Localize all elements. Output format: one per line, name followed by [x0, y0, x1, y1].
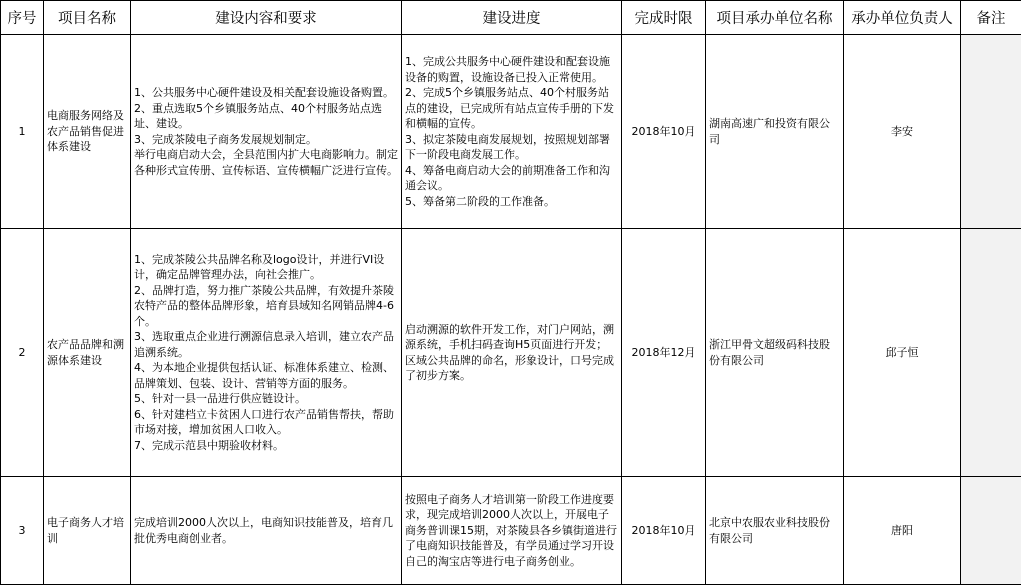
progress-line: 5、筹备第二阶段的工作准备。 [405, 194, 555, 208]
content-line: 举行电商启动大会，全县范围内扩大电商影响力。制定各种形式宣传册、宣传标语、宣传横幅广泛进行宣传。 [134, 148, 398, 177]
progress-line: 3、拟定茶陵电商发展规划，按照规划部署下一阶段电商发展工作。 [405, 132, 610, 161]
row-progress [402, 477, 622, 585]
row-seq: 3 [1, 477, 44, 585]
row-name: 农产品品牌和溯源体系建设 [44, 229, 131, 477]
row-content [131, 477, 402, 585]
table-row [1, 477, 1021, 585]
header-content: 建设内容和要求 [131, 1, 402, 35]
header-progress: 建设进度 [402, 1, 622, 35]
row-leader: 邱子恒 [844, 229, 961, 477]
row-deadline: 2018年10月 [622, 477, 706, 585]
content-line: 5、针对一县一品进行供应链设计。 [134, 392, 306, 406]
row-leader: 李安 [844, 35, 961, 229]
content-line: 3、选取重点企业进行溯源信息录入培训，建立农产品追溯系统。 [134, 330, 394, 359]
row-seq: 1 [1, 35, 44, 229]
row-unit: 浙江甲骨文超级码科技股份有限公司 [706, 229, 844, 477]
row-unit: 北京中农服农业科技股份有限公司 [706, 477, 844, 585]
progress-line: 4、筹备电商启动大会的前期准备工作和沟通会议。 [405, 163, 610, 192]
row-name: 电子商务人才培训 [44, 477, 131, 585]
row-leader: 唐阳 [844, 477, 961, 585]
row-seq: 2 [1, 229, 44, 477]
row-progress [402, 35, 622, 229]
content-line: 4、为本地企业提供包括认证、标准体系建立、检测、品牌策划、包装、设计、营销等方面的服务。 [134, 361, 394, 390]
header-row [1, 1, 1021, 35]
content-line: 2、重点选取5个乡镇服务站点、40个村服务站点选址、建设。 [134, 101, 382, 130]
header-leader: 承办单位负责人 [844, 1, 961, 35]
row-remark [961, 35, 1021, 229]
content-line: 7、完成示范县中期验收材料。 [134, 438, 284, 452]
row-content [131, 229, 402, 477]
row-content [131, 35, 402, 229]
content-line: 6、针对建档立卡贫困人口进行农产品销售帮扶，帮助市场对接，增加贫困人口收入。 [134, 407, 394, 437]
row-name: 电商服务网络及农产品销售促进体系建设 [44, 35, 131, 229]
progress-line: 启动溯源的软件开发工作，对门户网站，溯源系统，手机扫码查询H5页面进行开发；区域公共品牌的命名，形象设计，口号完成了初步方案。 [405, 322, 614, 382]
progress-line: 按照电子商务人才培训第一阶段工作进度要求，现完成培训2000人次以上，开展电子商务普训课15期，对茶陵县各乡镇街道进行了电商知识技能普及，有学员通过学习开设自己的淘宝店等进行电子商务创业。 [405, 492, 617, 568]
row-unit: 湖南高速广和投资有限公司 [706, 35, 844, 229]
header-deadline: 完成时限 [622, 1, 706, 35]
content-line: 3、完成茶陵电子商务发展规划制定。 [134, 132, 317, 146]
header-name: 项目名称 [44, 1, 131, 35]
row-deadline: 2018年12月 [622, 229, 706, 477]
content-line: 完成培训2000人次以上，电商知识技能普及，培育几批优秀电商创业者。 [134, 516, 393, 545]
table-row [1, 35, 1021, 229]
row-remark [961, 477, 1021, 585]
header-seq: 序号 [1, 1, 44, 35]
row-deadline: 2018年10月 [622, 35, 706, 229]
header-remark: 备注 [961, 1, 1021, 35]
table-row [1, 229, 1021, 477]
content-line: 1、完成茶陵公共品牌名称及logo设计，并进行VI设计，确定品牌管理办法，向社会推广。 [134, 252, 385, 282]
content-line: 2、品牌打造，努力推广茶陵公共品牌，有效提升茶陵农特产品的整体品牌形象，培育县域知名网销品牌4-6个。 [134, 283, 394, 328]
content-line: 1、公共服务中心硬件建设及相关配套设施设备购置。 [134, 86, 394, 99]
row-remark [961, 229, 1021, 477]
progress-line: 2、完成5个乡镇服务站点、40个村服务站点的建设，已完成所有站点宣传手册的下发和横幅的宣传。 [405, 86, 614, 130]
progress-line: 1、完成公共服务中心硬件建设和配套设施设备的购置，设施设备已投入正常使用。 [405, 55, 610, 84]
row-progress [402, 229, 622, 477]
header-unit: 项目承办单位名称 [706, 1, 844, 35]
